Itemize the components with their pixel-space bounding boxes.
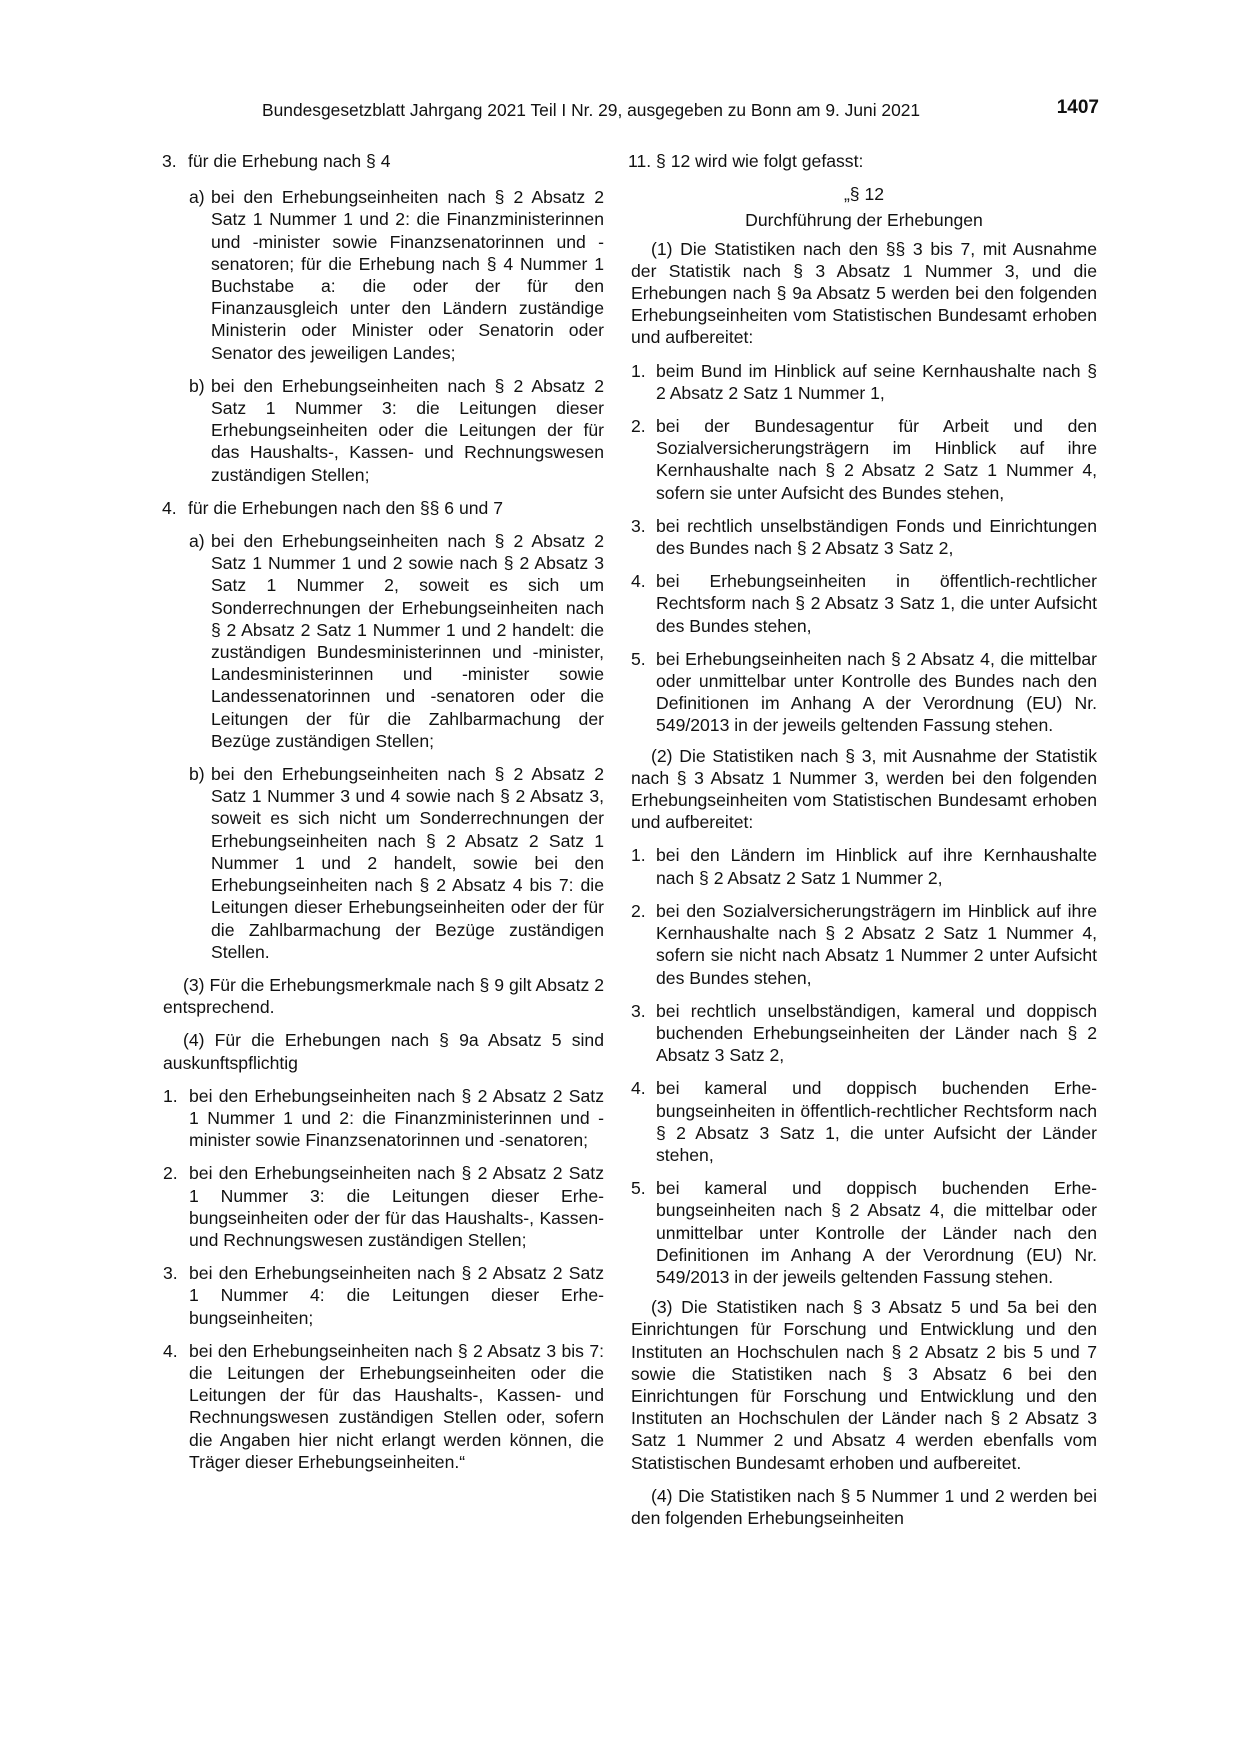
sub-item-letter: a) <box>189 531 205 552</box>
sub-item-text: bei den Erhebungseinheiten nach § 2 Absatz 2 Satz 1 Nummer 3: die Leitungen dieser Erhebungseinheiten oder die Leitungen der für das Haushalts-, Kassen- und Rechnungswesen zuständigen Stellen; <box>211 375 604 485</box>
sub-item-letter: a) <box>189 187 205 208</box>
list-item <box>163 1162 604 1251</box>
item-number: 3. <box>163 1263 178 1284</box>
paragraph-3: (3) Die Statistiken nach § 3 Absatz 5 und 5a bei den Einrichtungen für Forschung und Entwicklung und den Instituten an Hochschulen nach § 2 Absatz 2 bis 5 und 7 sowie die Statistiken nach § 3 Absatz 6 bei den Einrichtungen für Forschung und Entwicklung und den Instituten an Hochschulen der Länder nach § 2 Absatz 3 Satz 1 Nummer 2 und Absatz 4 werden ebenfalls vom Statistischen Bundesamt erhoben und aufbereitet. <box>631 1297 1097 1473</box>
paragraph-2: (2) Die Statistiken nach § 3, mit Ausnahme der Statistik nach § 3 Absatz 1 Nummer 3, werden bei den folgenden Erhebungseinheiten vom Statistischen Bundesamt erhoben und aufbereitet: <box>631 745 1097 833</box>
sub-item-text: bei den Erhebungseinheiten nach § 2 Absatz 2 Satz 1 Nummer 1 und 2: die Finanzministerinnen und -minister sowie Finanzsenatorinnen und -senatoren; für die Erhebung nach § 4 Nummer 1 Buchstabe a: die oder der für den Finanzausgleich unter den Ländern zuständige Ministerin oder Minister oder Senatorin oder Senator des jeweiligen Landes; <box>211 187 604 363</box>
item-number: 1. <box>163 1085 178 1106</box>
list-item <box>631 1000 1097 1067</box>
item-text: bei Erhebungseinheiten in öffentlich-rechtlicher Rechtsform nach § 2 Absatz 3 Satz 1, die unter Aufsicht des Bundes stehen, <box>656 571 1097 636</box>
paragraph-1: (1) Die Statistiken nach den §§ 3 bis 7, mit Ausnahme der Statistik nach § 3 Absatz 1 Nummer 3, und die Erhebungen nach § 9a Absatz 5 werden bei den folgenden Erhebungseinheiten vom Statistischen Bundesamt erhoben und aufbereitet: <box>631 238 1097 348</box>
item-text: bei den Ländern im Hinblick auf ihre Kernhaushalte nach § 2 Absatz 2 Satz 1 Nummer 2, <box>656 845 1097 888</box>
item-text: bei den Sozialversicherungsträgern im Hinblick auf ihre Kernhaushalte nach § 2 Absatz 2 Satz 1 Nummer 4, sofern sie nicht nach Absatz 1 Nummer 2 unter Aufsicht des Bundes stehen, <box>656 900 1097 988</box>
item-number: 2. <box>631 416 646 437</box>
list-item <box>631 900 1097 989</box>
item-text: bei rechtlich unselbständigen, kameral und doppisch buchenden Erhebungseinheiten der Länder nach § 2 Absatz 3 Satz 2, <box>656 1000 1097 1066</box>
sub-item-letter: b) <box>189 764 205 785</box>
item-text: bei den Erhebungseinheiten nach § 2 Absatz 2 Satz 1 Nummer 1 und 2: die Finanzministerinnen und -minister sowie Finanzsenatorinnen und -senatoren; <box>189 1085 604 1151</box>
list-item <box>163 1340 604 1473</box>
sub-item-text: bei den Erhebungseinheiten nach § 2 Absatz 2 Satz 1 Nummer 3 und 4 sowie nach § 2 Absatz 3, soweit es sich nicht um Sonderrechnungen der Erhebungseinheiten nach § 2 Absatz 2 Satz 1 Nummer 1 und 2 handelt, sowie bei den Erhebungseinheiten nach § 2 Absatz 4 bis 7: die Leitungen dieser Erhebungseinheiten oder der für die Zahlbarmachung der Bezüge zuständigen Stellen. <box>211 764 604 962</box>
item-number: 4. <box>631 571 646 592</box>
list-item-3 <box>162 150 604 172</box>
item-text: für die Erhebung nach § 4 <box>188 151 391 171</box>
sub-item-letter: b) <box>189 375 205 396</box>
list-item <box>631 570 1097 637</box>
item-number: 4. <box>631 1078 646 1099</box>
sub-item-4a <box>189 530 604 752</box>
amendment-item-11: 11. § 12 wird wie folgt gefasst: <box>628 151 864 171</box>
sub-item-3a <box>189 186 604 364</box>
item-text: bei den Erhebungseinheiten nach § 2 Absatz 2 Satz 1 Nummer 4: die Leitungen dieser Erhebungseinheiten; <box>189 1263 604 1328</box>
item-number: 3. <box>162 151 177 171</box>
item-number: 3. <box>631 515 646 536</box>
sub-item-3b <box>189 375 604 486</box>
item-number: 4. <box>163 1340 178 1361</box>
item-text: beim Bund im Hinblick auf seine Kernhaushalte nach § 2 Absatz 2 Satz 1 Nummer 1, <box>656 360 1097 403</box>
paragraph-3: (3) Für die Erhebungsmerkmale nach § 9 gilt Absatz 2 entsprechend. <box>163 974 604 1018</box>
item-number: 5. <box>631 1178 646 1199</box>
paragraph-4: (4) Die Statistiken nach § 5 Nummer 1 und 2 werden bei den folgenden Erhebungseinheiten <box>631 1485 1097 1528</box>
item-number: 5. <box>631 648 646 669</box>
list-item <box>631 648 1097 737</box>
list-item <box>631 360 1097 404</box>
section-number: „§ 12 <box>843 184 885 205</box>
list-item <box>163 1262 604 1329</box>
item-number: 3. <box>631 1000 646 1021</box>
list-item <box>631 1077 1097 1166</box>
list-item <box>163 1085 604 1152</box>
item-number: 2. <box>631 900 646 921</box>
running-head: Bundesgesetzblatt Jahrgang 2021 Teil I Nr. 29, ausgegeben zu Bonn am 9. Juni 2021 <box>262 100 921 120</box>
item-number: 4. <box>162 497 177 518</box>
list-item <box>631 415 1097 504</box>
left-column <box>163 150 604 1473</box>
right-column <box>628 150 1097 1529</box>
page-number: 1407 <box>1056 97 1099 118</box>
list-item-4 <box>162 497 604 519</box>
item-text: bei den Erhebungseinheiten nach § 2 Absatz 2 Satz 1 Nummer 3: die Leitungen dieser Erhebungseinheiten oder der für das Haushalts-, Kassen- und Rechnungswesen zuständigen Stellen; <box>189 1163 604 1250</box>
list-item <box>631 515 1097 559</box>
item-text: für die Erhebungen nach den §§ 6 und 7 <box>188 497 503 518</box>
list-item <box>631 1177 1097 1288</box>
item-text: bei der Bundesagentur für Arbeit und den Sozialversicherungsträgern im Hinblick auf ihre Kernhaushalte nach § 2 Absatz 2 Satz 1 Nummer 4, sofern sie unter Aufsicht des Bundes stehen, <box>656 416 1097 503</box>
item-text: bei kameral und doppisch buchenden Erhebungseinheiten in öffentlich-rechtlicher Rechtsform nach § 2 Absatz 3 Satz 1, die unter Aufsicht der Länder stehen, <box>656 1078 1097 1165</box>
page-header <box>0 99 1241 123</box>
section-title: Durchführung der Erhebungen <box>745 210 983 231</box>
paragraph-4: (4) Für die Erhebungen nach § 9a Absatz 5 sind auskunftspflichtig <box>163 1030 604 1073</box>
sub-item-4b <box>189 763 604 963</box>
item-text: bei den Erhebungseinheiten nach § 2 Absatz 3 bis 7: die Leitungen der Erhebungseinheiten oder die Leitungen der für das Haushalts-, Kassen- und Rechnungswesen zuständigen Stellen oder, sofern die Angaben hier nicht erlangt werden können, die Träger dieser Erhebungseinheiten.“ <box>189 1340 604 1472</box>
item-text: bei kameral und doppisch buchenden Erhebungseinheiten nach § 2 Absatz 4, die mittelbar oder unmittelbar unter Kontrolle der Länder nach den Definitionen im Anhang A der Verordnung (EU) Nr. 549/2013 in der jeweils geltenden Fassung stehen. <box>656 1178 1097 1287</box>
item-text: bei rechtlich unselbständigen Fonds und Einrichtungen des Bundes nach § 2 Absatz 3 Satz 2, <box>656 515 1097 559</box>
item-number: 1. <box>631 845 646 866</box>
item-number: 2. <box>163 1163 178 1184</box>
item-text: bei Erhebungseinheiten nach § 2 Absatz 4, die mittelbar oder unmittelbar unter Kontrolle des Bundes nach den Definitionen im Anhang A der Verordnung (EU) Nr. 549/2013 in der jeweils geltenden Fassung stehen. <box>656 648 1097 736</box>
sub-item-text: bei den Erhebungseinheiten nach § 2 Absatz 2 Satz 1 Nummer 1 und 2 sowie nach § 2 Absatz 3 Satz 1 Nummer 2, soweit es sich um Sonderrechnungen der Erhebungseinheiten nach § 2 Absatz 2 Satz 1 Nummer 1 und 2 handelt: die zuständigen Bundesministerinnen und -minister, Landesministerinnen und -minister sowie Landessenatorinnen und -senatoren oder die Leitungen der für die Zahlbarmachung der Bezüge zuständigen Stellen; <box>211 531 604 751</box>
item-number: 1. <box>631 360 646 381</box>
list-item <box>631 844 1097 888</box>
